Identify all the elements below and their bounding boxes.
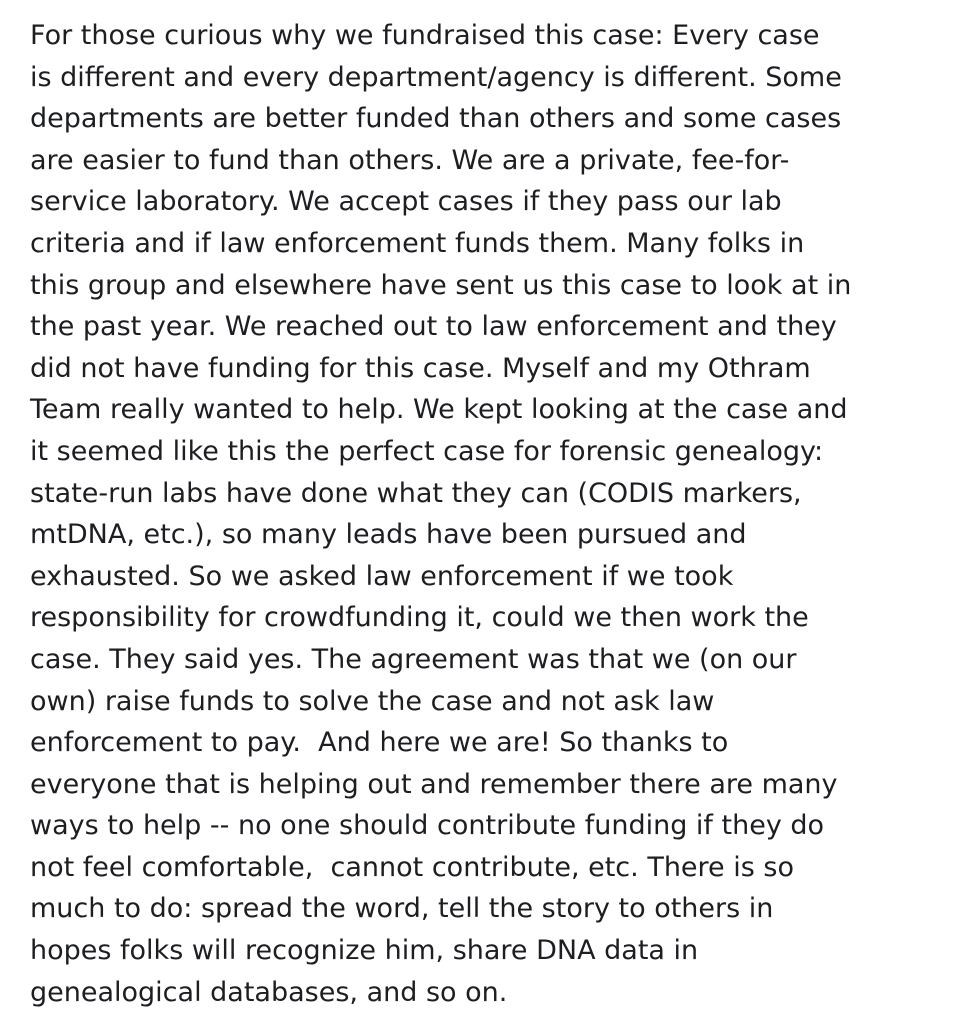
text-line: did not have funding for this case. Myself and my Othram (30, 352, 811, 384)
post-text (30, 15, 930, 1013)
text-line: Team really wanted to help. We kept looking at the case and (30, 394, 848, 426)
text-line: are easier to fund than others. We are a private, fee-for- (30, 144, 790, 176)
text-line: case. They said yes. The agreement was that we (on our (30, 643, 797, 675)
text-line: state-run labs have done what they can (CODIS markers, (30, 477, 802, 509)
text-line: enforcement to pay. And here we are! So thanks to (30, 727, 729, 759)
text-line: hopes folks will recognize him, share DNA data in (30, 935, 699, 967)
text-line: departments are better funded than others and some cases (30, 103, 842, 135)
text-line: exhausted. So we asked law enforcement if we took (30, 560, 734, 592)
text-line: For those curious why we fundraised this case: Every case (30, 20, 820, 51)
text-line: service laboratory. We accept cases if they pass our lab (30, 186, 782, 218)
text-line: own) raise funds to solve the case and not ask law (30, 685, 715, 717)
text-line: much to do: spread the word, tell the story to others in (30, 893, 774, 925)
text-line: criteria and if law enforcement funds them. Many folks in (30, 227, 805, 259)
text-line: it seemed like this the perfect case for forensic genealogy: (30, 435, 824, 467)
text-line: genealogical databases, and so on. (30, 976, 508, 1008)
text-line: the past year. We reached out to law enforcement and they (30, 311, 837, 343)
text-line: is different and every department/agency is different. Some (30, 61, 842, 93)
text-line: everyone that is helping out and remember there are many (30, 768, 838, 800)
text-line: mtDNA, etc.), so many leads have been pursued and (30, 519, 747, 551)
text-line: responsibility for crowdfunding it, could we then work the (30, 602, 809, 634)
text-line: this group and elsewhere have sent us this case to look at in (30, 269, 852, 301)
text-line: ways to help -- no one should contribute funding if they do (30, 810, 825, 842)
text-line: not feel comfortable, cannot contribute, etc. There is so (30, 851, 794, 883)
